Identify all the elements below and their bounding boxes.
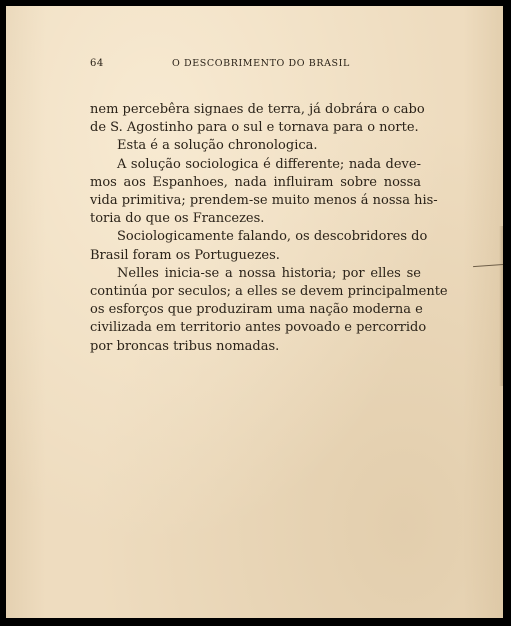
text-line: os esforços que produziram uma nação moderna e bbox=[90, 302, 423, 318]
text-line: continúa por seculos; a elles se devem principalmente bbox=[90, 284, 448, 300]
paragraph bbox=[90, 137, 421, 155]
text-line: civilizada em territorio antes povoado e percorrido bbox=[90, 320, 427, 336]
text-line: Esta é a solução chronologica. bbox=[117, 138, 318, 154]
text-line: Sociologicamente falando, os descobridores do bbox=[117, 229, 428, 245]
paragraph bbox=[90, 101, 425, 137]
paragraph bbox=[90, 156, 438, 229]
text-line: Brasil foram os Portuguezes. bbox=[90, 247, 280, 263]
running-head: O DESCOBRIMENTO DO BRASIL bbox=[172, 58, 350, 69]
text-line: Nelles inicia-se a nossa historia; por elles se bbox=[117, 265, 421, 281]
paragraph bbox=[90, 265, 448, 356]
body-text bbox=[90, 101, 448, 356]
text-line: A solução sociologica é differente; nada deve- bbox=[117, 156, 421, 172]
text-line: toria do que os Francezes. bbox=[90, 211, 265, 227]
page-edge-shadow bbox=[499, 226, 503, 386]
text-line: nem percebêra signaes de terra, já dobrára o cabo bbox=[90, 102, 425, 117]
text-line: vida primitiva; prendem-se muito menos á nossa his- bbox=[90, 193, 438, 209]
page-number: 64 bbox=[90, 58, 104, 69]
text-line: por broncas tribus nomadas. bbox=[90, 338, 280, 354]
paragraph bbox=[90, 228, 428, 264]
text-line: de S. Agostinho para o sul e tornava para o norte. bbox=[90, 120, 419, 136]
text-line: mos aos Espanhoes, nada influiram sobre nossa bbox=[90, 174, 421, 190]
book-page bbox=[6, 6, 503, 618]
